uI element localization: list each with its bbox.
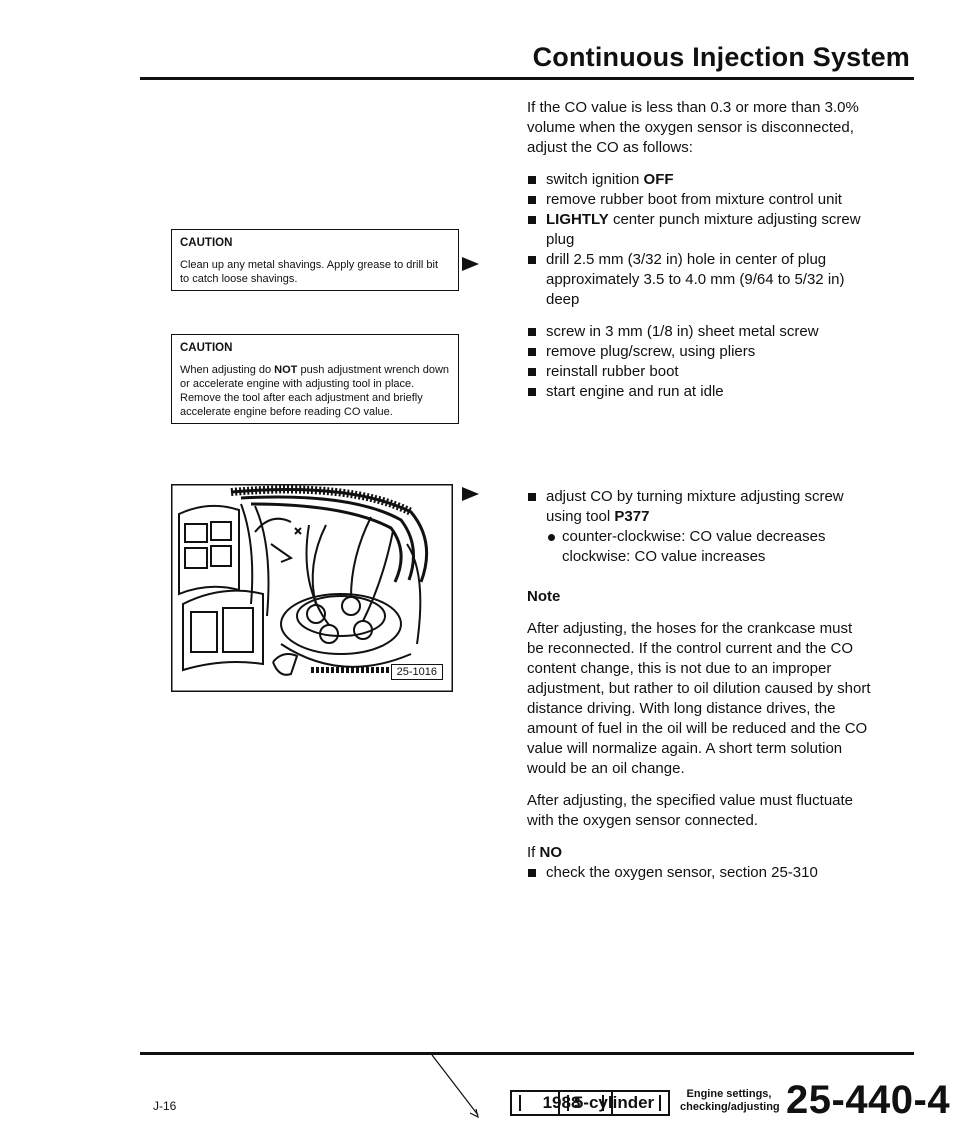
- page-title: Continuous Injection System: [532, 42, 910, 72]
- footer-engine-tag: 5-cylinder: [558, 1090, 670, 1116]
- step-screw-in: screw in 3 mm (1/8 in) sheet metal screw: [527, 322, 872, 342]
- header-rule: [140, 77, 914, 80]
- pointer-arrow-icon: [462, 487, 479, 501]
- adjust-column: [527, 487, 872, 895]
- sub-counter-clockwise: counter-clockwise: CO value decreases: [546, 527, 872, 547]
- footer-page-code: J-16: [153, 1099, 177, 1113]
- caution-title: CAUTION: [180, 342, 233, 354]
- dot-bullet-icon: [548, 534, 555, 541]
- step-remove-plug: remove plug/screw, using pliers: [527, 342, 872, 362]
- steps-list-1: [527, 170, 872, 310]
- instructions-column: [527, 98, 872, 414]
- pointer-arrow-icon: [462, 257, 479, 271]
- figure-label: 25-1016: [391, 664, 443, 680]
- step-remove-boot: remove rubber boot from mixture control unit: [527, 190, 872, 210]
- steps-list-2: [527, 322, 872, 402]
- bullet-icon: [528, 196, 536, 204]
- bullet-icon: [528, 348, 536, 356]
- bullet-icon: [528, 493, 536, 501]
- bullet-icon: [528, 256, 536, 264]
- bullet-icon: [528, 216, 536, 224]
- bullet-icon: [528, 176, 536, 184]
- note-text: After adjusting, the hoses for the crankcase must be reconnected. If the control current and the CO content change, this is not due to an improper adjustment, but rather to oil dilution caused by short distance driving. With long distance drives, the amount of fuel in the oil will be reduced and the CO value will normalize again. A short term solution would be an oil change.: [527, 620, 871, 777]
- step-start-engine: start engine and run at idle: [527, 382, 872, 402]
- step-ignition-off: switch ignition OFF: [527, 170, 872, 190]
- bullet-icon: [528, 328, 536, 336]
- after-adjust-text: After adjusting, the specified value must fluctuate with the oxygen sensor connected.: [527, 792, 854, 829]
- bullet-icon: [528, 368, 536, 376]
- caution-text: When adjusting do NOT push adjustment wrench down or accelerate engine with adjusting tool in place. Remove the tool after each adjustment and briefly accelerate engine before reading CO value.: [180, 364, 450, 418]
- caution-box-shavings: [171, 229, 459, 291]
- step-check-oxygen-sensor: check the oxygen sensor, section 25-310: [527, 863, 872, 883]
- caution-text: Clean up any metal shavings. Apply grease to drill bit to catch loose shavings.: [180, 259, 439, 285]
- check-list: [527, 863, 872, 883]
- adjust-list: [527, 487, 872, 567]
- step-drill: drill 2.5 mm (3/32 in) hole in center of plug approximately 3.5 to 4.0 mm (9/64 to 5/32 in) deep: [527, 250, 872, 310]
- footer-rule: [140, 1052, 914, 1055]
- caution-title: CAUTION: [180, 237, 233, 249]
- footer-page-number: 25-440-4: [786, 1078, 951, 1122]
- footer-section-name: Engine settings, checking/adjusting: [680, 1088, 780, 1113]
- caution-box-wrench: [171, 334, 459, 424]
- step-reinstall-boot: reinstall rubber boot: [527, 362, 872, 382]
- footer-year-tag: 1988: [510, 1090, 613, 1116]
- engine-drawing-svg: [171, 484, 453, 692]
- bullet-icon: [528, 869, 536, 877]
- note-heading: Note: [527, 588, 561, 605]
- sub-clockwise: clockwise: CO value increases: [562, 548, 766, 565]
- footer-pointer-line: [430, 1053, 490, 1123]
- if-no-line: If NO: [527, 844, 563, 861]
- intro-paragraph: If the CO value is less than 0.3 or more than 3.0% volume when the oxygen sensor is disconnected, adjust the CO as follows:: [527, 99, 859, 156]
- step-adjust-co: adjust CO by turning mixture adjusting screw using tool P377 counter-clockwise: CO value decreases clockwise: CO value increases: [527, 487, 872, 567]
- mixture-control-illustration: [171, 484, 453, 692]
- step-center-punch: LIGHTLY center punch mixture adjusting screw plug: [527, 210, 872, 250]
- bullet-icon: [528, 388, 536, 396]
